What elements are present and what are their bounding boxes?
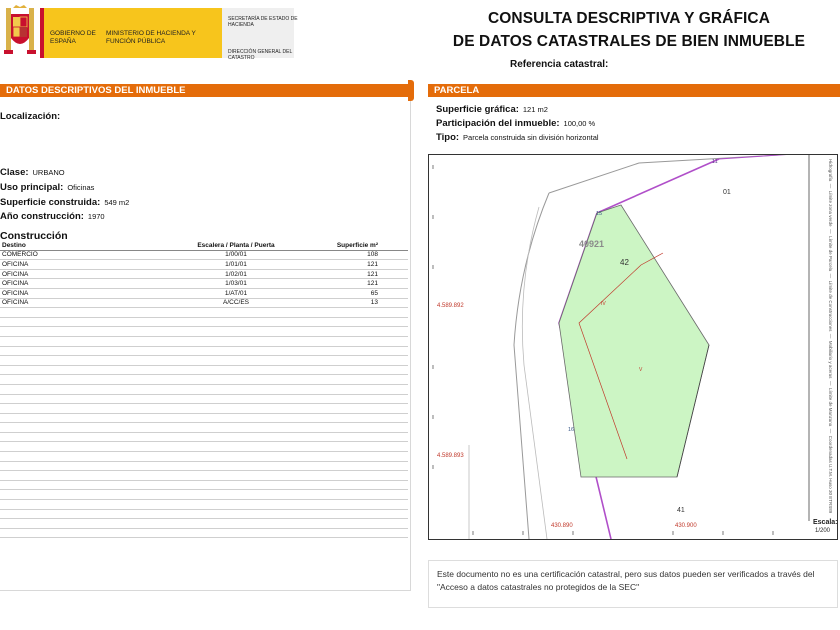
sidewalk-line bbox=[522, 207, 547, 539]
destino-cell: OFICINA bbox=[0, 279, 174, 289]
empty-table-row bbox=[0, 480, 408, 490]
planta-cell bbox=[174, 471, 298, 481]
parcel-boundary-top bbox=[597, 159, 719, 213]
superficie-cell bbox=[298, 452, 408, 462]
parcel-sub-number: 42 bbox=[620, 258, 629, 267]
col-superficie-header: Superficie m² bbox=[298, 241, 408, 250]
destino-cell bbox=[0, 365, 174, 375]
superficie-cell bbox=[298, 384, 408, 394]
planta-cell bbox=[174, 375, 298, 385]
superficie-cell bbox=[298, 480, 408, 490]
planta-cell bbox=[174, 480, 298, 490]
edge-label-left: 16 bbox=[568, 427, 575, 433]
destino-cell bbox=[0, 375, 174, 385]
superficie-cell: 121 bbox=[298, 260, 408, 270]
superficie-cell bbox=[298, 519, 408, 529]
destino-cell: OFICINA bbox=[0, 260, 174, 270]
superficie-cell bbox=[298, 365, 408, 375]
legend-coords: Coordenadas U.T.M. Huso 30 ETRS89 bbox=[828, 435, 833, 514]
south-parcel-number: 41 bbox=[677, 507, 685, 514]
empty-table-row bbox=[0, 528, 408, 538]
planta-cell bbox=[174, 317, 298, 327]
table-row bbox=[0, 288, 408, 298]
uso-row bbox=[0, 182, 94, 193]
table-row bbox=[0, 250, 408, 260]
descriptive-section-header: DATOS DESCRIPTIVOS DEL INMUEBLE bbox=[0, 84, 414, 97]
destino-cell bbox=[0, 480, 174, 490]
parcela-section-header: PARCELA bbox=[428, 84, 840, 97]
empty-table-row bbox=[0, 336, 408, 346]
destino-cell bbox=[0, 471, 174, 481]
legend-item: Límite de Construcciones bbox=[828, 280, 833, 332]
planta-cell bbox=[174, 490, 298, 500]
planta-cell bbox=[174, 404, 298, 414]
superficie-cell bbox=[298, 375, 408, 385]
superficie-cell bbox=[298, 442, 408, 452]
planta-cell: 1/03/01 bbox=[174, 279, 298, 289]
planta-cell bbox=[174, 500, 298, 510]
planta-cell bbox=[174, 327, 298, 337]
sup-grafica-row bbox=[436, 104, 548, 115]
empty-table-row bbox=[0, 384, 408, 394]
sup-grafica-label: Superficie gráfica: bbox=[436, 104, 519, 115]
destino-cell bbox=[0, 384, 174, 394]
tipo-label: Tipo: bbox=[436, 132, 460, 143]
empty-table-row bbox=[0, 365, 408, 375]
construction-label-v: V bbox=[639, 367, 643, 373]
superficie-value: 549 m2 bbox=[104, 198, 130, 207]
destino-cell bbox=[0, 519, 174, 529]
superficie-cell: 121 bbox=[298, 279, 408, 289]
table-row bbox=[0, 260, 408, 270]
superficie-cell bbox=[298, 356, 408, 366]
clase-row bbox=[0, 167, 65, 178]
destino-cell bbox=[0, 327, 174, 337]
destino-cell bbox=[0, 490, 174, 500]
destino-cell bbox=[0, 432, 174, 442]
superficie-cell bbox=[298, 509, 408, 519]
destino-cell: OFICINA bbox=[0, 269, 174, 279]
superficie-row bbox=[0, 197, 129, 208]
destino-cell bbox=[0, 452, 174, 462]
destino-cell bbox=[0, 356, 174, 366]
destino-cell bbox=[0, 528, 174, 538]
superficie-cell bbox=[298, 394, 408, 404]
superficie-cell: 13 bbox=[298, 298, 408, 308]
block-boundary-left bbox=[514, 193, 549, 539]
empty-table-row bbox=[0, 509, 408, 519]
edge-label-top: 11 bbox=[712, 159, 718, 165]
coat-of-arms-logo bbox=[2, 4, 38, 62]
planta-cell bbox=[174, 413, 298, 423]
planta-cell bbox=[174, 432, 298, 442]
destino-cell bbox=[0, 461, 174, 471]
destino-cell bbox=[0, 509, 174, 519]
superficie-cell bbox=[298, 413, 408, 423]
planta-cell: 1/00/01 bbox=[174, 250, 298, 260]
disclaimer-note: Este documento no es una certificación catastral, pero sus datos pueden ser verificados a través del "Acceso a datos catastrales no protegidos de la SEC" bbox=[428, 560, 838, 608]
legend-item: Límite de Parcela bbox=[828, 236, 833, 272]
destino-cell bbox=[0, 404, 174, 414]
destino-cell: OFICINA bbox=[0, 298, 174, 308]
participacion-row bbox=[436, 118, 595, 129]
superficie-cell bbox=[298, 317, 408, 327]
table-header-row bbox=[0, 241, 408, 250]
edge-label-mid: 15 bbox=[596, 211, 603, 217]
superficie-cell: 108 bbox=[298, 250, 408, 260]
planta-cell bbox=[174, 394, 298, 404]
coord-y-top: 4.589.892 bbox=[437, 303, 464, 309]
empty-table-row bbox=[0, 404, 408, 414]
referencia-catastral-label: Referencia catastral: bbox=[510, 59, 609, 70]
coord-y-bottom: 4.589.893 bbox=[437, 453, 464, 459]
scale-label: Escala: bbox=[813, 519, 838, 526]
uso-value: Oficinas bbox=[67, 183, 95, 192]
construction-table bbox=[0, 241, 408, 538]
superficie-cell bbox=[298, 500, 408, 510]
destino-cell bbox=[0, 308, 174, 318]
localizacion-label: Localización: bbox=[0, 111, 61, 122]
document-title-line2: DE DATOS CATASTRALES DE BIEN INMUEBLE bbox=[452, 33, 806, 50]
anio-row bbox=[0, 211, 105, 222]
tipo-row bbox=[436, 132, 599, 143]
planta-cell: A/CC/ES bbox=[174, 298, 298, 308]
superficie-cell: 121 bbox=[298, 269, 408, 279]
tipo-value: Parcela construida sin división horizontal bbox=[463, 133, 599, 142]
coord-x-left: 430.890 bbox=[551, 523, 573, 529]
empty-table-row bbox=[0, 471, 408, 481]
document-title-line1: CONSULTA DESCRIPTIVA Y GRÁFICA bbox=[487, 10, 770, 27]
legend-item: Límite zona verde bbox=[828, 190, 833, 227]
planta-cell bbox=[174, 308, 298, 318]
empty-table-row bbox=[0, 356, 408, 366]
participacion-label: Participación del inmueble: bbox=[436, 118, 560, 129]
empty-table-row bbox=[0, 327, 408, 337]
superficie-cell bbox=[298, 471, 408, 481]
empty-table-row bbox=[0, 452, 408, 462]
empty-table-row bbox=[0, 423, 408, 433]
empty-table-row bbox=[0, 442, 408, 452]
cadastral-map bbox=[428, 154, 838, 540]
scale-value: 1/200 bbox=[815, 528, 831, 534]
legend-item: Hidrografía bbox=[828, 159, 833, 182]
government-logo-block bbox=[44, 8, 222, 58]
superficie-cell bbox=[298, 308, 408, 318]
destino-cell bbox=[0, 336, 174, 346]
anio-label: Año construcción: bbox=[0, 211, 84, 222]
construction-label-iv: IV bbox=[601, 301, 606, 307]
superficie-cell bbox=[298, 336, 408, 346]
destino-cell bbox=[0, 317, 174, 327]
planta-cell bbox=[174, 384, 298, 394]
superficie-cell bbox=[298, 461, 408, 471]
empty-table-row bbox=[0, 500, 408, 510]
destino-cell bbox=[0, 413, 174, 423]
destino-cell: OFICINA bbox=[0, 288, 174, 298]
north-parcel-number: 01 bbox=[723, 189, 731, 196]
direccion-label: DIRECCIÓN GENERAL DEL CATASTRO bbox=[228, 49, 293, 61]
superficie-cell bbox=[298, 327, 408, 337]
empty-table-row bbox=[0, 394, 408, 404]
empty-table-row bbox=[0, 413, 408, 423]
parcel-number: 40921 bbox=[579, 239, 605, 249]
clase-value: URBANO bbox=[32, 168, 65, 177]
construccion-title: Construcción bbox=[0, 230, 68, 242]
empty-table-row bbox=[0, 432, 408, 442]
uso-label: Uso principal: bbox=[0, 182, 64, 193]
block-boundary-top bbox=[549, 155, 779, 193]
planta-cell: 1/AT/01 bbox=[174, 288, 298, 298]
planta-cell bbox=[174, 346, 298, 356]
planta-cell bbox=[174, 356, 298, 366]
planta-cell bbox=[174, 461, 298, 471]
legend-item: Mobiliario y aceras bbox=[828, 340, 833, 379]
superficie-cell: 65 bbox=[298, 288, 408, 298]
planta-cell bbox=[174, 452, 298, 462]
planta-cell bbox=[174, 336, 298, 346]
superficie-cell bbox=[298, 423, 408, 433]
planta-cell: 1/01/01 bbox=[174, 260, 298, 270]
coord-x-right: 430.900 bbox=[675, 523, 697, 529]
section-header-cap bbox=[408, 80, 414, 101]
legend-item: Límite de Manzana bbox=[828, 387, 833, 427]
planta-cell bbox=[174, 365, 298, 375]
map-legend: Hidrografía — Límite zona verde — Límite de Parcela — Límite de Construcciones — Mobiliario y aceras — Límite de Manzana — Coordenadas U.T.M. Huso 30 ETRS89 bbox=[828, 159, 833, 514]
destino-cell bbox=[0, 394, 174, 404]
planta-cell bbox=[174, 442, 298, 452]
superficie-cell bbox=[298, 404, 408, 414]
empty-table-row bbox=[0, 308, 408, 318]
government-name: GOBIERNO DE ESPAÑA bbox=[50, 30, 96, 45]
ministry-name: MINISTERIO DE HACIENDA Y FUNCIÓN PÚBLICA bbox=[106, 30, 196, 45]
empty-table-row bbox=[0, 461, 408, 471]
planta-cell bbox=[174, 528, 298, 538]
empty-table-row bbox=[0, 346, 408, 356]
neighbour-boundary bbox=[719, 155, 809, 159]
empty-table-row bbox=[0, 519, 408, 529]
superficie-cell bbox=[298, 490, 408, 500]
secretaria-label: SECRETARÍA DE ESTADO DE HACIENDA bbox=[228, 16, 298, 28]
superficie-cell bbox=[298, 528, 408, 538]
clase-label: Clase: bbox=[0, 167, 29, 178]
table-row bbox=[0, 298, 408, 308]
superficie-cell bbox=[298, 432, 408, 442]
planta-cell bbox=[174, 509, 298, 519]
empty-table-row bbox=[0, 317, 408, 327]
destino-cell bbox=[0, 442, 174, 452]
col-planta-header: Escalera / Planta / Puerta bbox=[174, 241, 298, 250]
col-destino-header: Destino bbox=[0, 241, 174, 250]
empty-table-row bbox=[0, 490, 408, 500]
sup-grafica-value: 121 m2 bbox=[522, 105, 548, 114]
table-row bbox=[0, 269, 408, 279]
anio-value: 1970 bbox=[87, 212, 105, 221]
destino-cell bbox=[0, 500, 174, 510]
superficie-cell bbox=[298, 346, 408, 356]
destino-cell bbox=[0, 423, 174, 433]
planta-cell bbox=[174, 423, 298, 433]
planta-cell bbox=[174, 519, 298, 529]
participacion-value: 100,00 % bbox=[563, 119, 596, 128]
destino-cell: COMERCIO bbox=[0, 250, 174, 260]
superficie-label: Superficie construida: bbox=[0, 197, 101, 208]
destino-cell bbox=[0, 346, 174, 356]
table-row bbox=[0, 279, 408, 289]
empty-table-row bbox=[0, 375, 408, 385]
planta-cell: 1/02/01 bbox=[174, 269, 298, 279]
